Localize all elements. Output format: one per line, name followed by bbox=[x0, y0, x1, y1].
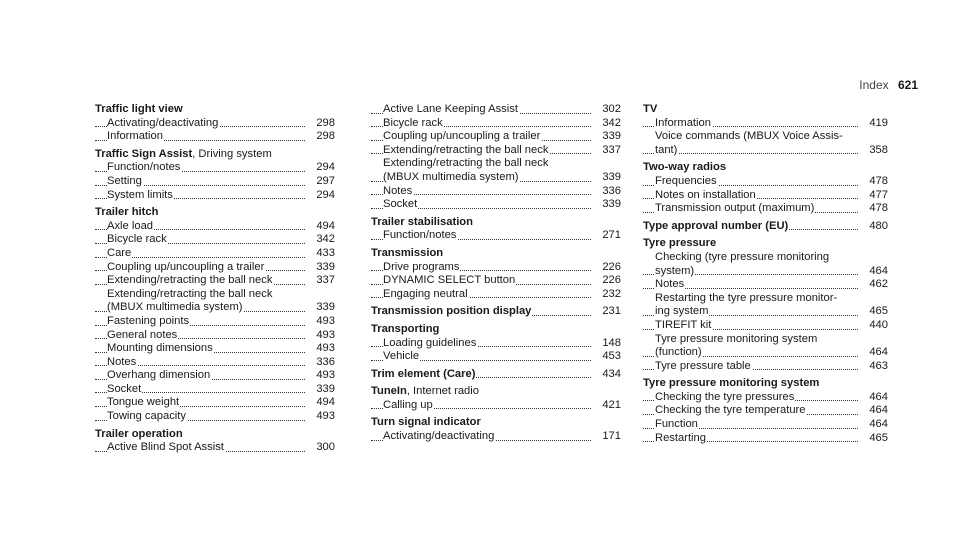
subentry[interactable] bbox=[371, 261, 621, 275]
subentry[interactable] bbox=[371, 337, 621, 351]
index-heading[interactable] bbox=[643, 237, 888, 251]
page-ref[interactable]: 480 bbox=[869, 219, 888, 232]
entry-text: Bicycle rack bbox=[107, 233, 167, 246]
entry-text: Socket bbox=[383, 198, 418, 211]
entry-text: Towing capacity bbox=[107, 410, 186, 423]
subentry[interactable] bbox=[643, 144, 888, 158]
page-ref[interactable]: 464 bbox=[869, 404, 888, 417]
page-ref[interactable]: 440 bbox=[869, 318, 888, 331]
subentry[interactable] bbox=[95, 301, 335, 315]
index-heading[interactable] bbox=[643, 220, 888, 234]
subentry[interactable] bbox=[95, 117, 335, 131]
subentry[interactable] bbox=[95, 220, 335, 234]
page-ref[interactable]: 493 bbox=[316, 410, 335, 423]
page-ref[interactable]: 421 bbox=[602, 398, 621, 411]
index-entry bbox=[371, 247, 621, 301]
subentry[interactable] bbox=[371, 198, 621, 212]
page-ref[interactable]: 358 bbox=[869, 143, 888, 156]
subentry[interactable] bbox=[371, 399, 621, 413]
page-ref[interactable]: 478 bbox=[869, 174, 888, 187]
entry-text: Setting bbox=[107, 174, 142, 187]
subentry[interactable] bbox=[95, 274, 335, 288]
page-ref[interactable]: 464 bbox=[869, 264, 888, 277]
entry-text: Extending/retracting the ball neck bbox=[383, 157, 549, 170]
index-heading[interactable] bbox=[643, 377, 888, 391]
subentry[interactable] bbox=[643, 404, 888, 418]
index-entry bbox=[643, 237, 888, 373]
index-entry bbox=[95, 428, 335, 455]
entry-text: Function/notes bbox=[383, 229, 457, 242]
entry-text: TV bbox=[643, 103, 658, 115]
page-ref[interactable]: 336 bbox=[602, 184, 621, 197]
entry-text: Axle load bbox=[107, 219, 154, 232]
subentry[interactable] bbox=[95, 247, 335, 261]
subentry[interactable] bbox=[643, 117, 888, 131]
page-ref[interactable]: 494 bbox=[316, 396, 335, 409]
entry-text: (function) bbox=[655, 346, 702, 359]
entry-text: (MBUX multimedia system) bbox=[383, 170, 519, 183]
page-ref[interactable]: 453 bbox=[602, 350, 621, 363]
subentry[interactable] bbox=[95, 161, 335, 175]
page-ref[interactable]: 339 bbox=[316, 301, 335, 314]
page-ref[interactable]: 337 bbox=[602, 143, 621, 156]
entry-text: Tyre pressure table bbox=[655, 359, 751, 372]
subentry[interactable] bbox=[95, 396, 335, 410]
subentry[interactable] bbox=[371, 288, 621, 302]
subentry[interactable] bbox=[643, 251, 888, 265]
entry-text: Overhang dimension bbox=[107, 369, 211, 382]
subentry[interactable] bbox=[643, 432, 888, 446]
heading-text: Traffic Sign Assist bbox=[95, 147, 193, 160]
subentry[interactable] bbox=[95, 342, 335, 356]
page-ref[interactable]: 298 bbox=[316, 116, 335, 129]
page-ref[interactable]: 339 bbox=[602, 170, 621, 183]
entry-text: Trailer hitch bbox=[95, 206, 159, 219]
page-ref[interactable]: 294 bbox=[316, 161, 335, 174]
subentry[interactable] bbox=[371, 274, 621, 288]
entry-text: Drive programs bbox=[383, 260, 460, 273]
page-ref[interactable]: 493 bbox=[316, 314, 335, 327]
page-ref[interactable]: 339 bbox=[316, 260, 335, 273]
subentry[interactable] bbox=[371, 430, 621, 444]
index-heading[interactable] bbox=[371, 416, 621, 430]
entry-text bbox=[371, 385, 480, 397]
entry-text: Transmission bbox=[371, 246, 444, 259]
index-heading[interactable] bbox=[95, 103, 335, 117]
subentry[interactable] bbox=[95, 315, 335, 329]
index-entry bbox=[371, 305, 621, 319]
page-ref[interactable]: 494 bbox=[316, 219, 335, 232]
entry-text: Transmission position display bbox=[371, 305, 532, 318]
entry-text: Extending/retracting the ball neck bbox=[107, 274, 273, 287]
index-heading[interactable] bbox=[643, 161, 888, 175]
page-ref[interactable]: 478 bbox=[869, 202, 888, 215]
page-ref[interactable]: 339 bbox=[602, 130, 621, 143]
entry-text: System limits bbox=[107, 188, 173, 201]
subentry[interactable] bbox=[95, 356, 335, 370]
section-title: Index bbox=[859, 78, 889, 92]
subentry[interactable] bbox=[643, 333, 888, 347]
subentry[interactable] bbox=[643, 278, 888, 292]
entry-text: Turn signal indicator bbox=[371, 416, 481, 429]
index-entry bbox=[643, 161, 888, 215]
page-ref[interactable]: 226 bbox=[602, 274, 621, 287]
entry-text: Tyre pressure bbox=[643, 237, 717, 250]
index-entry bbox=[371, 103, 621, 212]
subentry[interactable] bbox=[643, 346, 888, 360]
index-heading[interactable] bbox=[95, 148, 335, 162]
page-ref[interactable]: 463 bbox=[869, 359, 888, 372]
subentry[interactable] bbox=[371, 229, 621, 243]
index-heading[interactable] bbox=[371, 216, 621, 230]
page-ref[interactable]: 464 bbox=[869, 418, 888, 431]
subentry[interactable] bbox=[95, 383, 335, 397]
heading-suffix: , Driving system bbox=[192, 147, 272, 160]
page-ref[interactable]: 339 bbox=[602, 198, 621, 211]
page-ref[interactable]: 465 bbox=[869, 305, 888, 318]
entry-text: Coupling up/uncoupling a trailer bbox=[107, 260, 265, 273]
entry-text: Care bbox=[107, 246, 132, 259]
subentry[interactable] bbox=[95, 410, 335, 424]
subentry[interactable] bbox=[643, 418, 888, 432]
page-ref[interactable]: 465 bbox=[869, 431, 888, 444]
entry-text: Socket bbox=[107, 382, 142, 395]
entry-text: Trailer operation bbox=[95, 427, 183, 440]
page-ref[interactable]: 297 bbox=[316, 174, 335, 187]
page-ref[interactable]: 148 bbox=[602, 336, 621, 349]
entry-text: Traffic light view bbox=[95, 103, 183, 115]
page-ref[interactable]: 226 bbox=[602, 260, 621, 273]
page-ref[interactable]: 342 bbox=[602, 116, 621, 129]
entry-text: Engaging neutral bbox=[383, 287, 468, 300]
page-ref[interactable]: 493 bbox=[316, 369, 335, 382]
entry-text: Notes bbox=[107, 355, 137, 368]
page-ref[interactable]: 300 bbox=[316, 441, 335, 454]
subentry[interactable] bbox=[371, 144, 621, 158]
index-heading[interactable] bbox=[371, 368, 621, 382]
index-column-2 bbox=[371, 103, 621, 448]
entry-text: Extending/retracting the ball neck bbox=[383, 143, 549, 156]
index-entry bbox=[371, 416, 621, 443]
subentry[interactable] bbox=[371, 117, 621, 131]
page-number: 621 bbox=[897, 78, 918, 92]
index-heading[interactable] bbox=[371, 385, 621, 399]
entry-text: Extending/retracting the ball neck bbox=[107, 287, 273, 300]
entry-text: Transmission output (maximum) bbox=[655, 202, 815, 215]
index-heading[interactable] bbox=[95, 428, 335, 442]
page-header bbox=[859, 78, 918, 92]
entry-text: Checking the tyre temperature bbox=[655, 404, 806, 417]
index-entry bbox=[643, 103, 888, 157]
page-ref[interactable]: 477 bbox=[869, 188, 888, 201]
subentry[interactable] bbox=[371, 350, 621, 364]
subentry[interactable] bbox=[643, 391, 888, 405]
entry-text: Tongue weight bbox=[107, 396, 180, 409]
subentry[interactable] bbox=[643, 305, 888, 319]
entry-text: Restarting bbox=[655, 431, 706, 444]
entry-text bbox=[95, 148, 273, 160]
entry-text: Vehicle bbox=[383, 350, 420, 363]
page-ref[interactable]: 464 bbox=[869, 390, 888, 403]
index-heading[interactable] bbox=[95, 206, 335, 220]
page-ref[interactable]: 298 bbox=[316, 130, 335, 143]
page-ref[interactable]: 171 bbox=[602, 430, 621, 443]
entry-text: (MBUX multimedia system) bbox=[107, 301, 243, 314]
index-entry bbox=[95, 103, 335, 144]
page-ref[interactable]: 336 bbox=[316, 355, 335, 368]
subentry[interactable] bbox=[643, 130, 888, 144]
entry-text: ing system bbox=[655, 305, 709, 318]
page-ref[interactable]: 493 bbox=[316, 328, 335, 341]
entry-text: Restarting the tyre pressure monitor- bbox=[655, 291, 838, 304]
subentry[interactable] bbox=[95, 329, 335, 343]
entry-text: General notes bbox=[107, 328, 178, 341]
page-ref[interactable]: 462 bbox=[869, 278, 888, 291]
entry-text: system) bbox=[655, 264, 695, 277]
entry-text: Mounting dimensions bbox=[107, 342, 213, 355]
subentry[interactable] bbox=[371, 185, 621, 199]
entry-text: Type approval number (EU) bbox=[643, 219, 789, 232]
entry-text: TIREFIT kit bbox=[655, 318, 712, 331]
index-entry bbox=[371, 216, 621, 243]
entry-text: Tyre pressure monitoring system bbox=[655, 332, 818, 345]
subentry[interactable] bbox=[95, 189, 335, 203]
entry-text: Trim element (Care) bbox=[371, 367, 476, 380]
index-heading[interactable] bbox=[371, 305, 621, 319]
entry-text: Loading guidelines bbox=[383, 336, 477, 349]
subentry[interactable] bbox=[371, 130, 621, 144]
page-ref[interactable]: 302 bbox=[602, 103, 621, 115]
index-entry bbox=[371, 323, 621, 364]
index-heading[interactable] bbox=[643, 103, 888, 117]
index-entry bbox=[371, 368, 621, 382]
entry-text: Activating/deactivating bbox=[107, 116, 219, 129]
entry-text: Notes bbox=[655, 278, 685, 291]
entry-text: Fastening points bbox=[107, 314, 190, 327]
index-column-1 bbox=[95, 103, 335, 459]
entry-text: Active Blind Spot Assist bbox=[107, 441, 224, 454]
page-ref[interactable]: 433 bbox=[316, 246, 335, 259]
entry-text: Checking the tyre pressures bbox=[655, 390, 795, 403]
entry-text: Notes bbox=[383, 184, 413, 197]
entry-text: Voice commands (MBUX Voice Assis- bbox=[655, 130, 843, 143]
index-heading[interactable] bbox=[371, 323, 621, 337]
subentry[interactable] bbox=[371, 103, 621, 117]
subentry[interactable] bbox=[95, 261, 335, 275]
page-ref[interactable]: 339 bbox=[316, 382, 335, 395]
page-ref[interactable]: 337 bbox=[316, 274, 335, 287]
subentry[interactable] bbox=[95, 369, 335, 383]
index-entry bbox=[643, 377, 888, 445]
page-ref[interactable]: 434 bbox=[602, 367, 621, 380]
subentry[interactable] bbox=[643, 265, 888, 279]
index-entry bbox=[643, 220, 888, 234]
subentry[interactable] bbox=[371, 157, 621, 171]
heading-suffix: , Internet radio bbox=[406, 385, 479, 398]
heading-text: TuneIn bbox=[371, 385, 407, 398]
entry-text: Bicycle rack bbox=[383, 116, 443, 129]
entry-text: Calling up bbox=[383, 398, 433, 411]
index-entry bbox=[95, 206, 335, 424]
entry-text: tant) bbox=[655, 143, 678, 156]
page-ref[interactable]: 342 bbox=[316, 233, 335, 246]
index-heading[interactable] bbox=[371, 247, 621, 261]
index-entry bbox=[371, 385, 621, 412]
page-ref[interactable]: 231 bbox=[602, 305, 621, 318]
entry-text: Tyre pressure monitoring system bbox=[643, 377, 820, 390]
page-ref[interactable]: 419 bbox=[869, 116, 888, 129]
entry-text: Transporting bbox=[371, 322, 440, 335]
index-entry bbox=[95, 148, 335, 202]
entry-text: Two-way radios bbox=[643, 161, 727, 174]
page-ref[interactable]: 294 bbox=[316, 188, 335, 201]
subentry[interactable] bbox=[371, 171, 621, 185]
subentry[interactable] bbox=[95, 233, 335, 247]
entry-text: Coupling up/uncoupling a trailer bbox=[383, 130, 541, 143]
page-ref[interactable]: 271 bbox=[602, 229, 621, 242]
entry-text: Frequencies bbox=[655, 174, 717, 187]
entry-text: Information bbox=[107, 130, 163, 143]
subentry[interactable] bbox=[643, 360, 888, 374]
entry-text: Function bbox=[655, 418, 698, 431]
entry-text: Active Lane Keeping Assist bbox=[383, 103, 518, 115]
page-ref[interactable]: 232 bbox=[602, 287, 621, 300]
page-ref[interactable]: 464 bbox=[869, 346, 888, 359]
entry-text: Function/notes bbox=[107, 161, 181, 174]
subentry[interactable] bbox=[95, 130, 335, 144]
subentry[interactable] bbox=[643, 319, 888, 333]
subentry[interactable] bbox=[95, 288, 335, 302]
subentry[interactable] bbox=[643, 202, 888, 216]
subentry[interactable] bbox=[95, 175, 335, 189]
subentry[interactable] bbox=[643, 189, 888, 203]
entry-text: Activating/deactivating bbox=[383, 430, 495, 443]
subentry[interactable] bbox=[643, 292, 888, 306]
subentry[interactable] bbox=[643, 175, 888, 189]
entry-text: Information bbox=[655, 116, 711, 129]
entry-text: Trailer stabilisation bbox=[371, 215, 473, 228]
entry-text: Notes on installation bbox=[655, 188, 756, 201]
entry-text: Checking (tyre pressure monitoring bbox=[655, 250, 830, 263]
index-column-3 bbox=[643, 103, 888, 449]
page-ref[interactable]: 493 bbox=[316, 342, 335, 355]
subentry[interactable] bbox=[95, 441, 335, 455]
entry-text: DYNAMIC SELECT button bbox=[383, 274, 516, 287]
